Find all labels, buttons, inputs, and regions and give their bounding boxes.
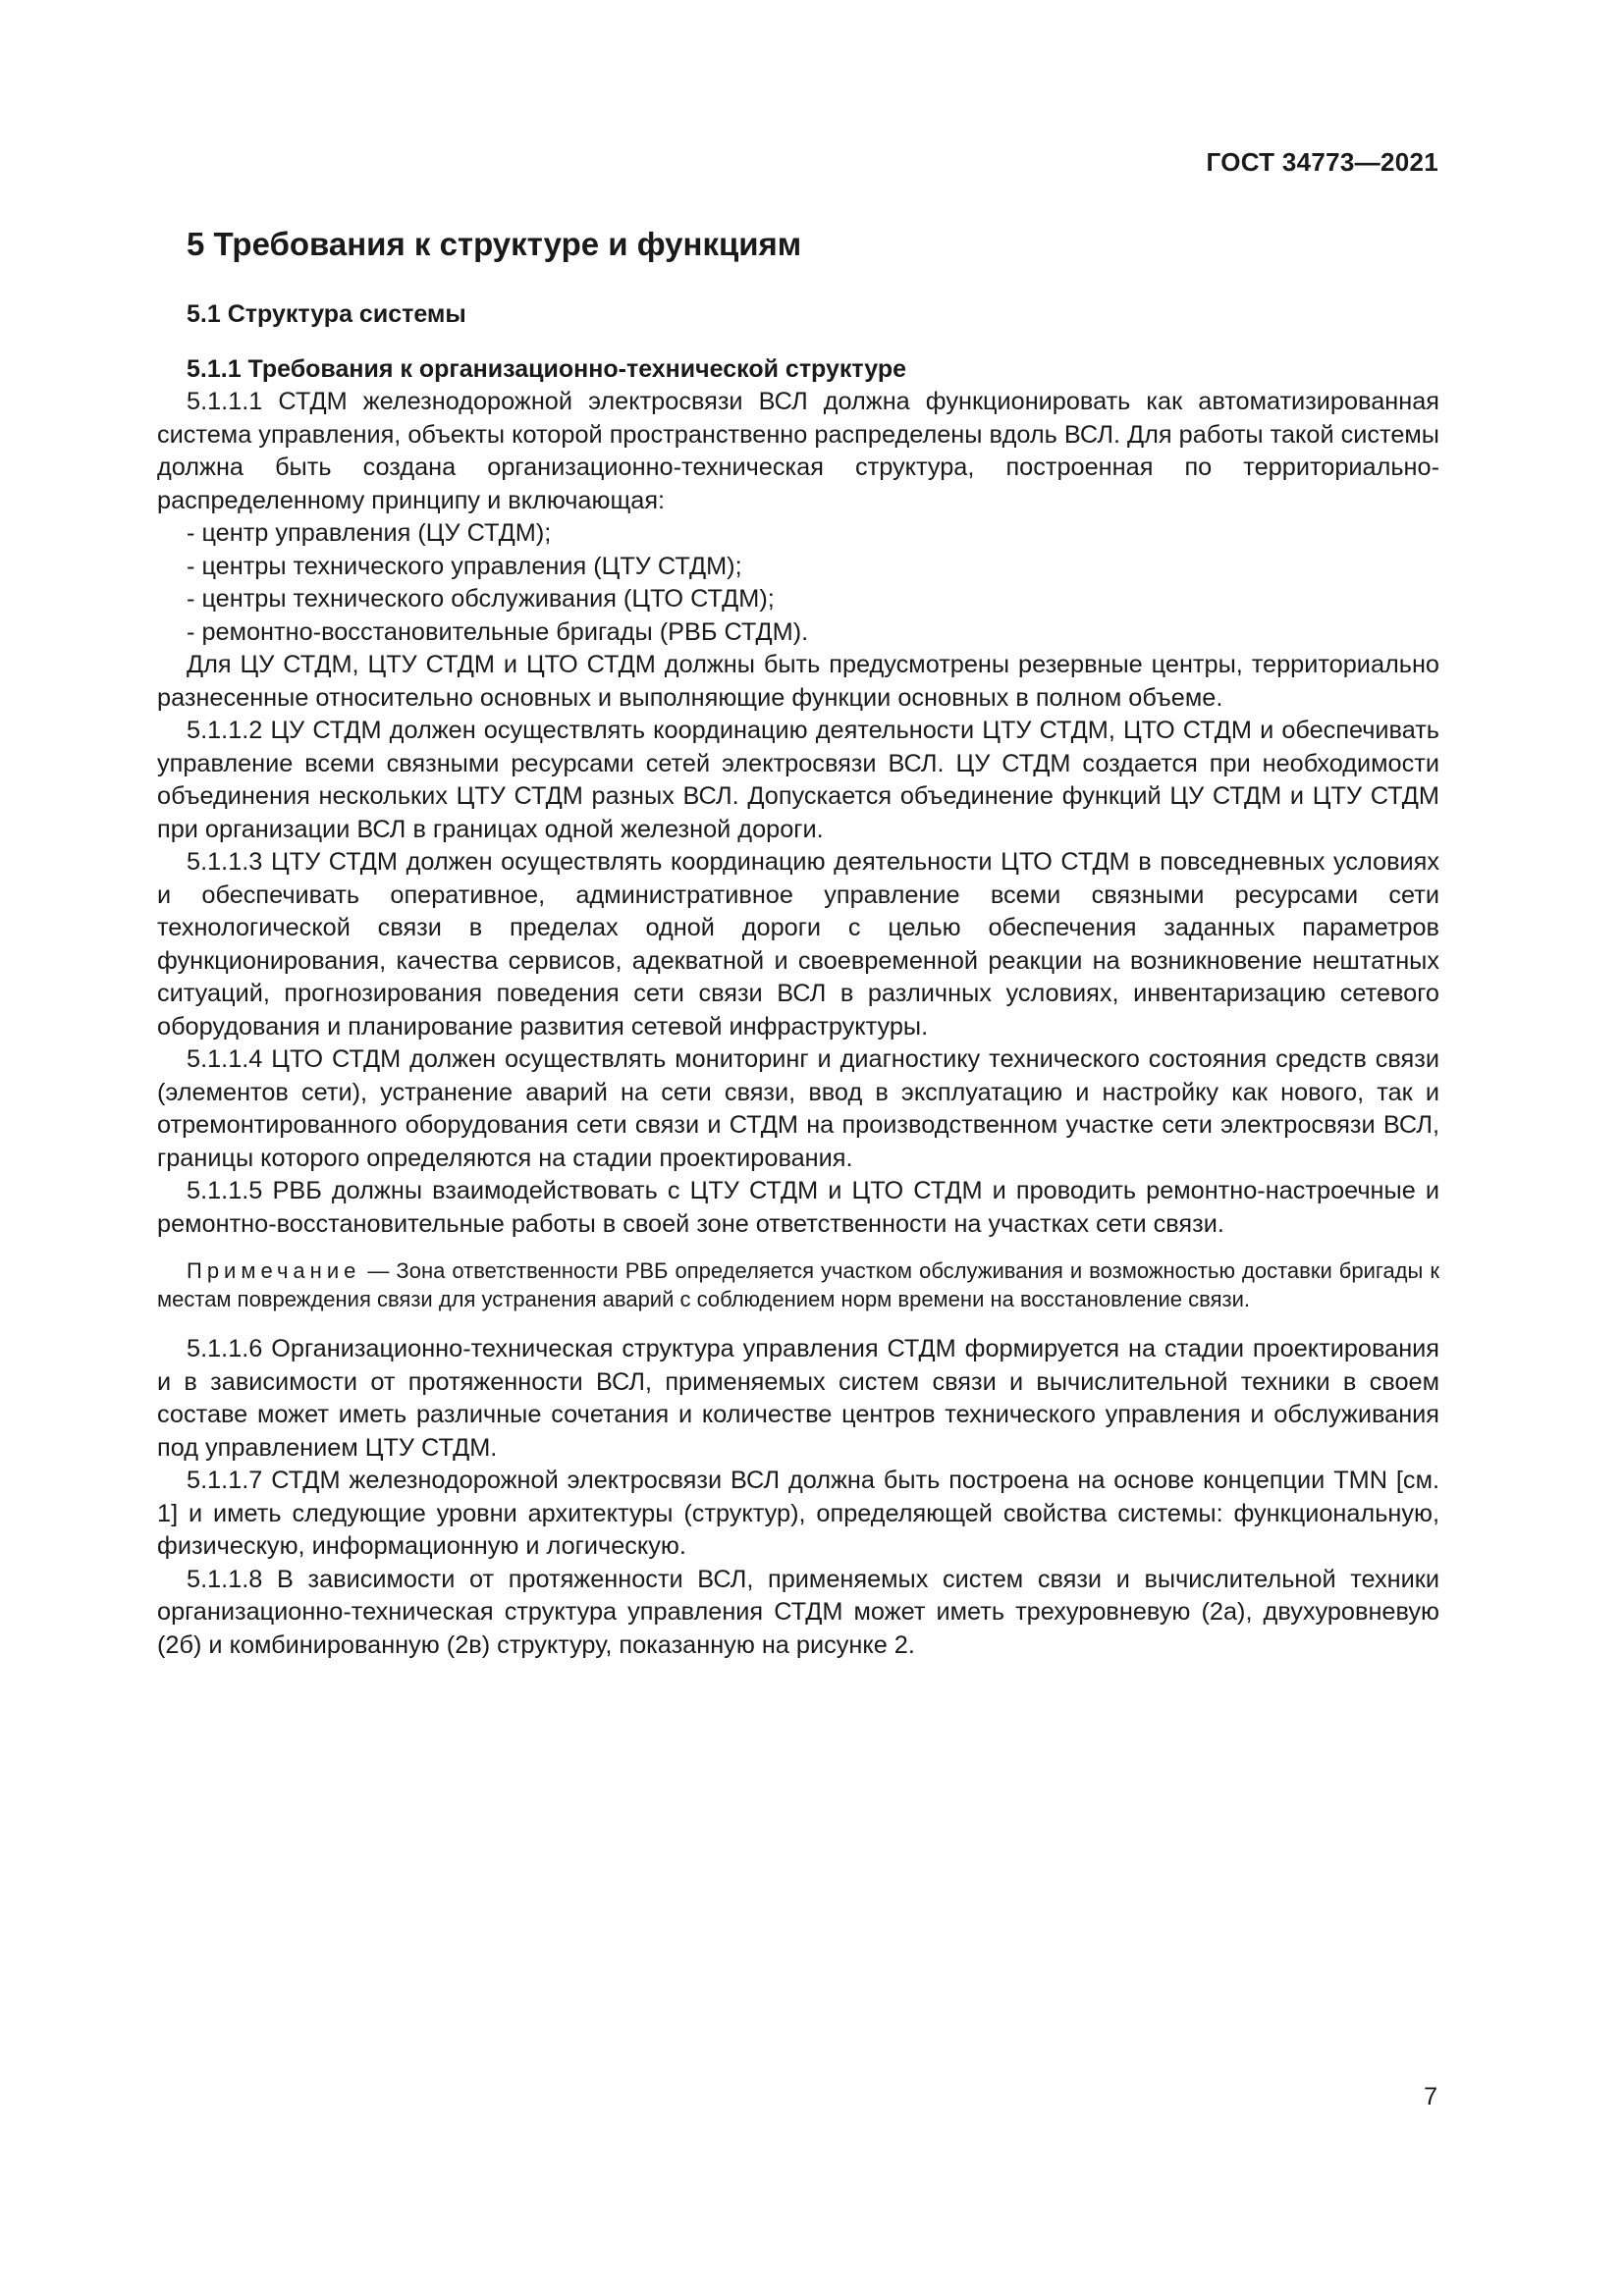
paragraph-5-1-1-3: 5.1.1.3 ЦТУ СТДМ должен осуществлять координацию деятельности ЦТО СТДМ в повседневных условиях и обеспечивать оперативное, административное управление всеми связными ресурсами сети технологической связи в пределах одной дороги с целью обеспечения заданных параметров функционирования, качества сервисов, адекватной и своевременной реакции на возникновение нештатных ситуаций, прогнозирования поведения сети связи ВСЛ в различных условиях, инвентаризацию сетевого оборудования и планирование развития сетевой инфраструктуры. xyxy=(157,848,1439,1041)
subsection-title: 5.1 Структура системы xyxy=(187,300,466,328)
paragraph-5-1-1-8: 5.1.1.8 В зависимости от протяженности ВСЛ, применяемых систем связи и вычислительной техники организационно-техническая структура управления СТДМ может иметь трехуровневую (2а), двухуровневую (2б) и комбинированную (2в) структуру, показанную на рисунке 2. xyxy=(157,1565,1439,1659)
paragraph-5-1-1-4: 5.1.1.4 ЦТО СТДМ должен осуществлять мониторинг и диагностику технического состояния средств связи (элементов сети), устранение аварий на сети связи, ввод в эксплуатацию и настройку как нового, так и отремонтированного оборудования сети связи и СТДМ на производственном участке сети электросвязи ВСЛ, границы которого определяются на стадии проектирования. xyxy=(157,1045,1439,1172)
list-item: - ремонтно-восстановительные бригады (РВБ СТДМ). xyxy=(187,617,809,646)
subsubsection-title: 5.1.1 Требования к организационно-технической структуре xyxy=(187,355,907,383)
paragraph-5-1-1-6: 5.1.1.6 Организационно-техническая структура управления СТДМ формируется на стадии проектирования и в зависимости от протяженности ВСЛ, применяемых систем связи и вычислительной техники в своем составе может иметь различные сочетания и количестве центров технического управления и обслуживания под управлением ЦТУ СТДМ. xyxy=(157,1335,1439,1462)
standard-number-header: ГОСТ 34773—2021 xyxy=(1206,147,1438,177)
list-item: - центры технического управления (ЦТУ СТДМ); xyxy=(187,552,742,580)
paragraph-reserve-centers: Для ЦУ СТДМ, ЦТУ СТДМ и ЦТО СТДМ должны быть предусмотрены резервные центры, территориально разнесенные относительно основных и выполняющие функции основных в полном объеме. xyxy=(157,651,1439,712)
note xyxy=(157,1256,1439,1313)
paragraph-5-1-1-2: 5.1.1.2 ЦУ СТДМ должен осуществлять координацию деятельности ЦТУ СТДМ, ЦТО СТДМ и обеспечивать управление всеми связными ресурсами сетей электросвязи ВСЛ. ЦУ СТДМ создается при необходимости объединения нескольких ЦТУ СТДМ разных ВСЛ. Допускается объединение функций ЦУ СТДМ и ЦТУ СТДМ при организации ВСЛ в границах одной железной дороги. xyxy=(157,717,1439,843)
note-label: Примечание xyxy=(187,1258,361,1283)
note-text: — Зона ответственности РВБ определяется участком обслуживания и возможностью доставки бригады к местам повреждения связи для устранения аварий с соблюдением норм времени на восстановление связи. xyxy=(157,1258,1439,1311)
list-item: - центры технического обслуживания (ЦТО СТДМ); xyxy=(187,585,775,613)
page-number: 7 xyxy=(1424,2083,1437,2110)
paragraph-5-1-1-7: 5.1.1.7 СТДМ железнодорожной электросвязи ВСЛ должна быть построена на основе концепции TMN [см. 1] и иметь следующие уровни архитектуры (структур), определяющей свойства системы: функциональную, физическую, информационную и логическую. xyxy=(157,1467,1439,1560)
list-item: - центр управления (ЦУ СТДМ); xyxy=(187,519,552,547)
section-title: 5 Требования к структуре и функциям xyxy=(187,226,802,262)
paragraph-5-1-1-1: 5.1.1.1 СТДМ железнодорожной электросвязи ВСЛ должна функционировать как автоматизированная система управления, объекты которой пространственно распределены вдоль ВСЛ. Для работы такой системы должна быть создана организационно-техническая структура, построенная по территориально-распределенному принципу и включающая: xyxy=(157,388,1439,514)
centers-list xyxy=(157,517,1439,649)
paragraph-5-1-1-5: 5.1.1.5 РВБ должны взаимодействовать с ЦТУ СТДМ и ЦТО СТДМ и проводить ремонтно-настроечные и ремонтно-восстановительные работы в своей зоне ответственности на участках сети связи. xyxy=(157,1177,1439,1238)
page-content xyxy=(157,221,1439,1662)
